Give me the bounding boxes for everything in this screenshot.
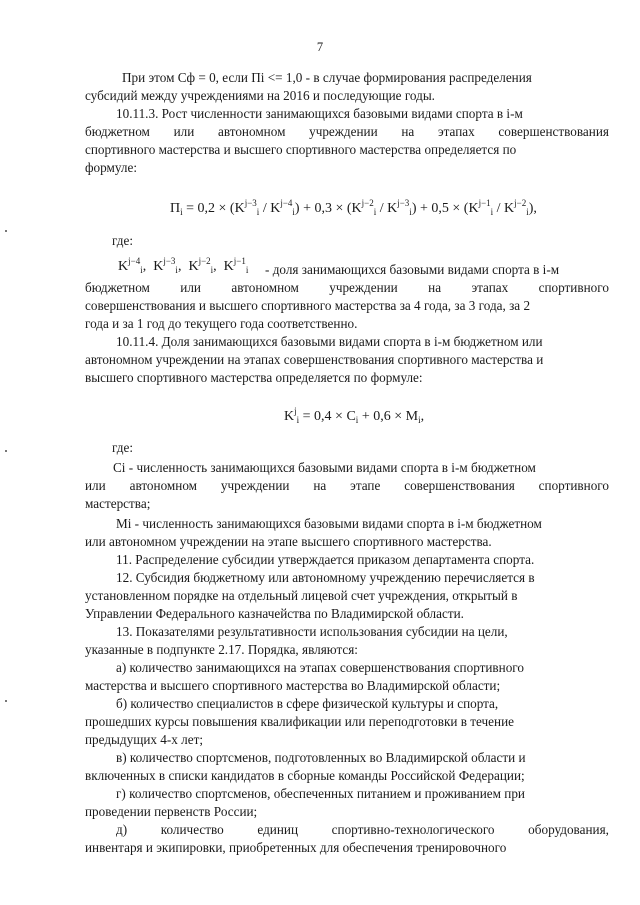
word: этапах [437,124,475,139]
word: единиц [257,822,299,837]
text-line: спортивного мастерства и высшего спортивного мастерства определяется по [85,142,517,157]
scan-mark [5,450,7,452]
text-line: где: [112,440,133,455]
text-line: или автономном учреждении на этапе высшего спортивного мастерства. [85,534,492,549]
text-line: Управлении Федерального казначейства по Владимирской области. [85,606,464,621]
word: д) [116,822,128,837]
text-line: где: [112,233,133,248]
text-line: мастерства; [85,496,151,511]
formula-share: $K^j_i = 0,4 \times C_i + 0,6 \times M_i$, [284,406,425,425]
word: учреждении [309,124,378,139]
word: бюджетном [85,280,150,295]
text-line: 10.11.4. Доля занимающихся базовыми видами спорта в i-м бюджетном или [116,334,543,349]
text-line: б) количество специалистов в сфере физической культуры и спорта, [116,696,499,711]
text-line: высшего спортивного мастерства определяется по формуле: [85,370,423,385]
word: на [428,280,442,295]
word: автономном [129,478,198,493]
text-line: г) количество спортсменов, обеспеченных питанием и проживанием при [116,786,525,801]
text-line: субсидий между учреждениями на 2016 и последующие годы. [85,88,435,103]
text-line: - доля занимающихся базовыми видами спорта в i-м [265,262,560,277]
text-line: формуле: [85,160,137,175]
text-line: прошедших курсы повышения квалификации или переподготовки в течение [85,714,514,729]
word: спортивного [538,280,609,295]
text-line: установленном порядке на отдельный лицевой счет учреждения, открытый в [85,588,518,603]
text-line: предыдущих 4-х лет; [85,732,204,747]
text-line: включенных в списки кандидатов в сборные команды Российской Федерации; [85,768,525,783]
word: совершенствования [498,124,609,139]
text-line: 10.11.3. Рост численности занимающихся базовыми видами спорта в i-м [116,106,523,121]
word: автономном [231,280,299,295]
justified-line [85,280,609,296]
justified-line [85,478,609,494]
justified-line [85,124,609,140]
text-line: 11. Распределение субсидии утверждается приказом департамента спорта. [116,552,535,567]
text-line: При этом Сф = 0, если Пi <= 1,0 - в случае формирования распределения [122,70,532,85]
text-line: автономном учреждении на этапах совершенствования спортивного мастерства и [85,352,544,367]
text-line: указанные в подпункте 2.17. Порядка, являются: [85,642,358,657]
word: спортивного [538,478,609,493]
scan-mark [5,230,7,232]
word: учреждении [220,478,290,493]
text-line: Mi - численность занимающихся базовыми видами спорта в i-м бюджетном [116,516,542,531]
scan-mark [5,700,7,702]
word: на [401,124,415,139]
word: количество [160,822,224,837]
text-line: а) количество занимающихся на этапах совершенствования спортивного [116,660,524,675]
formula-k-variables: $K^{j-4}_i$, $K^{j-3}_i$, $K^{j-2}_i$, $K^{j-1}_i$ [118,256,249,275]
text-line: мастерства и высшего спортивного мастерства во Владимирской области; [85,678,501,693]
word: или [173,124,195,139]
text-line: Ci - численность занимающихся базовыми видами спорта в i-м бюджетном [113,460,536,475]
justified-line [116,822,609,838]
text-line: инвентаря и экипировки, приобретенных для обеспечения тренировочного [85,840,507,855]
word: или [85,478,106,493]
text-line: в) количество спортсменов, подготовленных во Владимирской области и [116,750,526,765]
text-line: 13. Показателями результативности использования субсидии на цели, [116,624,508,639]
word: учреждении [329,280,398,295]
word: автономном [217,124,286,139]
word: оборудования, [528,822,609,837]
word: или [180,280,201,295]
word: на [313,478,327,493]
text-line: проведении первенств России; [85,804,258,819]
word: этапе [350,478,381,493]
text-line: совершенствования и высшего спортивного мастерства за 4 года, за 3 года, за 2 [85,298,531,313]
word: спортивно-технологического [331,822,495,837]
word: этапах [471,280,509,295]
word: бюджетном [85,124,150,139]
text-line: 12. Субсидия бюджетному или автономному учреждению перечисляется в [116,570,535,585]
page-number: 7 [316,40,324,54]
formula-growth: $П_i = 0,2 \times (K^{j-3}_i / K^{j-4}_i) + 0,3 \times (K^{j-2}_i / K^{j-3}_i) + 0,5 \times (K^{j-1}_i / K^{j-2}_i)$, [170,198,537,217]
word: совершенствования [404,478,515,493]
text-line: года и за 1 год до текущего года соответственно. [85,316,358,331]
formula-lhs: П [170,201,181,216]
